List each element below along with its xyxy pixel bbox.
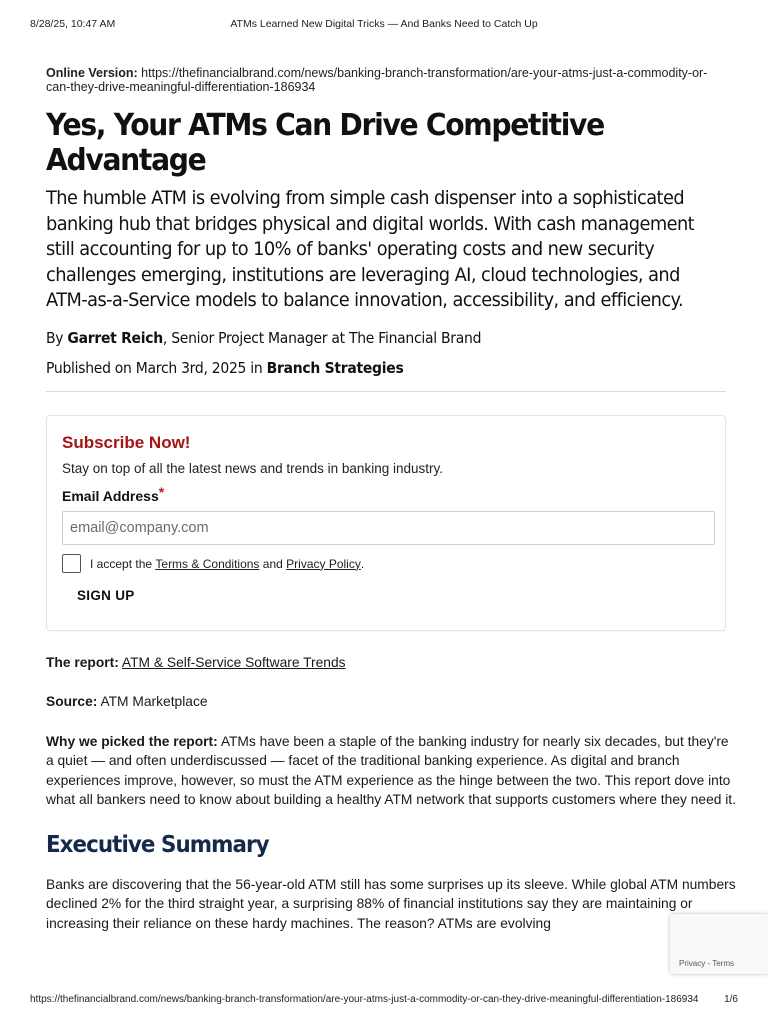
email-label-text: Email Address bbox=[62, 487, 159, 504]
recaptcha-badge[interactable] bbox=[670, 914, 768, 974]
article-headline: Yes, Your ATMs Can Drive Competitive Advantage bbox=[46, 108, 604, 178]
category-link[interactable]: Branch Strategies bbox=[266, 358, 404, 377]
online-version bbox=[46, 66, 726, 94]
source-value: ATM Marketplace bbox=[100, 694, 208, 709]
byline bbox=[46, 328, 716, 348]
print-doc-title: ATMs Learned New Digital Tricks — And Banks Need to Catch Up bbox=[230, 18, 538, 30]
print-footer-url: https://thefinancialbrand.com/news/banking-branch-transformation/are-your-atms-just-a-commodity-or-can-they-drive-meaningful-differentiation-186934 bbox=[30, 994, 699, 1005]
recaptcha-links bbox=[679, 959, 734, 968]
author-role: , Senior Project Manager at The Financial Brand bbox=[162, 328, 482, 347]
online-version-url: https://thefinancialbrand.com/news/banking-branch-transformation/are-your-atms-just-a-commodity-or-can-they-drive-meaningful-differentiation-186934 bbox=[46, 66, 708, 94]
source-line bbox=[46, 692, 736, 712]
consent-suffix: . bbox=[360, 556, 365, 571]
recaptcha-separator: - bbox=[705, 959, 713, 968]
executive-summary-text: Banks are discovering that the 56-year-old ATM still has some surprises up its sleeve. While global ATM numbers declined 2% for the third straight year, a surprising 88% of financial institutions say they are maintaining or increasing their reliance on these hardy machines. The reason? ATMs are evolving bbox=[46, 876, 736, 931]
print-footer bbox=[0, 994, 768, 1008]
report-link[interactable]: ATM & Self-Service Software Trends bbox=[121, 654, 346, 670]
page-number: 1/6 bbox=[724, 994, 738, 1005]
article-content bbox=[46, 66, 736, 933]
author-name: Garret Reich bbox=[67, 328, 163, 347]
sign-up-button[interactable]: SIGN UP bbox=[77, 587, 135, 603]
report-label: The report: bbox=[46, 654, 119, 670]
privacy-link[interactable]: Privacy Policy bbox=[286, 556, 361, 571]
why-text: ATMs have been a staple of the banking industry for nearly six decades, but they're a quiet — and often underdiscussed — facet of the traditional banking experience. As digital and branch experiences improve, however, so must the ATM experience as the hinge between the two. This report dove into what all bankers need to know about building a healthy ATM network that supports customers where they need it. bbox=[46, 733, 736, 807]
print-date: 8/28/25, 10:47 AM bbox=[30, 18, 116, 30]
required-mark: * bbox=[158, 483, 165, 500]
terms-link[interactable]: Terms & Conditions bbox=[155, 556, 260, 571]
subscribe-text: Stay on top of all the latest news and trends in banking industry. bbox=[62, 460, 443, 476]
divider bbox=[46, 391, 726, 392]
subscribe-heading: Subscribe Now! bbox=[62, 432, 191, 452]
email-input[interactable] bbox=[62, 511, 715, 545]
why-label: Why we picked the report: bbox=[46, 733, 218, 749]
byline-prefix: By bbox=[46, 328, 64, 347]
published-prefix: Published on March 3rd, 2025 in bbox=[46, 358, 263, 377]
why-picked-paragraph bbox=[46, 732, 736, 810]
subscribe-form bbox=[46, 415, 726, 631]
consent-prefix: I accept the bbox=[90, 556, 153, 571]
print-header bbox=[0, 18, 768, 32]
published-line bbox=[46, 358, 716, 378]
recaptcha-terms-link[interactable]: Terms bbox=[712, 959, 734, 968]
accept-terms-checkbox[interactable] bbox=[62, 554, 81, 573]
report-line bbox=[46, 653, 736, 673]
email-label bbox=[62, 483, 165, 504]
recaptcha-privacy-link[interactable]: Privacy bbox=[679, 959, 706, 968]
online-version-label: Online Version: bbox=[46, 66, 138, 80]
executive-summary-heading: Executive Summary bbox=[46, 831, 269, 858]
consent-and: and bbox=[262, 556, 283, 571]
article-deck: The humble ATM is evolving from simple cash dispenser into a sophisticated banking hub that bridges physical and digital worlds. With cash management still accounting for up to 10% of banks' operating costs and new security challenges emerging, institutions are leveraging AI, cloud technologies, and ATM-as-a-Service models to balance innovation, accessibility, and efficiency. bbox=[46, 187, 695, 311]
source-label: Source: bbox=[46, 694, 98, 709]
consent-row bbox=[62, 554, 364, 574]
